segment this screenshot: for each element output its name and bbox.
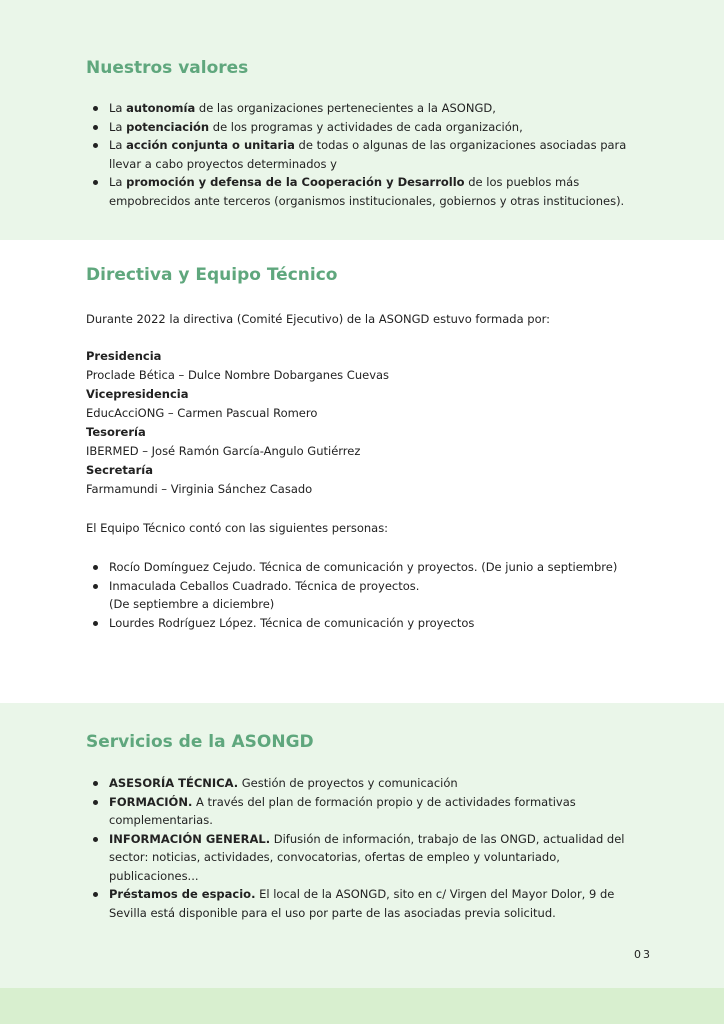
role-person: Proclade Bética – Dulce Nombre Dobarganes Cuevas (86, 368, 390, 382)
list-item: La acción conjunta o unitaria de todas o algunas de las organizaciones asociadas para llevar a cabo proyectos determinados y (86, 136, 644, 173)
list-item: La autonomía de las organizaciones pertenecientes a la ASONGD, (86, 99, 644, 118)
services-heading: Servicios de la ASONGD (86, 732, 314, 752)
team-list (86, 558, 644, 632)
list-item: FORMACIÓN. A través del plan de formación propio y de actividades formativas complementarias. (86, 793, 644, 830)
role-label: Secretaría (86, 463, 154, 477)
role-label: Presidencia (86, 349, 162, 363)
values-heading: Nuestros valores (86, 58, 249, 78)
list-item: Préstamos de espacio. El local de la ASONGD, sito en c/ Virgen del Mayor Dolor, 9 de Sevilla está disponible para el uso por parte de las asociadas previa solicitud. (86, 885, 644, 922)
role-person: IBERMED – José Ramón García-Angulo Gutiérrez (86, 444, 361, 458)
role-label: Tesorería (86, 425, 146, 439)
board-heading: Directiva y Equipo Técnico (86, 265, 338, 285)
list-item: Lourdes Rodríguez López. Técnica de comunicación y proyectos (86, 614, 644, 633)
role-person: Farmamundi – Virginia Sánchez Casado (86, 482, 313, 496)
list-item: Rocío Domínguez Cejudo. Técnica de comunicación y proyectos. (De junio a septiembre) (86, 558, 644, 577)
list-item: Inmaculada Ceballos Cuadrado. Técnica de proyectos. (De septiembre a diciembre) (86, 577, 644, 614)
page-number: 03 (634, 948, 652, 961)
role-label: Vicepresidencia (86, 387, 189, 401)
team-intro: El Equipo Técnico contó con las siguientes personas: (86, 521, 389, 535)
services-list (86, 774, 644, 922)
role-person: EducAcciONG – Carmen Pascual Romero (86, 406, 318, 420)
board-roles (86, 347, 389, 499)
footer-band (0, 988, 724, 1024)
board-intro: Durante 2022 la directiva (Comité Ejecutivo) de la ASONGD estuvo formada por: (86, 312, 551, 326)
list-item: La potenciación de los programas y actividades de cada organización, (86, 118, 644, 137)
values-list (86, 99, 644, 210)
list-item: ASESORÍA TÉCNICA. Gestión de proyectos y comunicación (86, 774, 644, 793)
list-item: INFORMACIÓN GENERAL. Difusión de información, trabajo de las ONGD, actualidad del sector: noticias, actividades, convocatorias, ofertas de empleo y voluntariado, publicaciones... (86, 830, 644, 886)
list-item: La promoción y defensa de la Cooperación y Desarrollo de los pueblos más empobrecidos ante terceros (organismos institucionales, gobiernos y otras instituciones). (86, 173, 644, 210)
